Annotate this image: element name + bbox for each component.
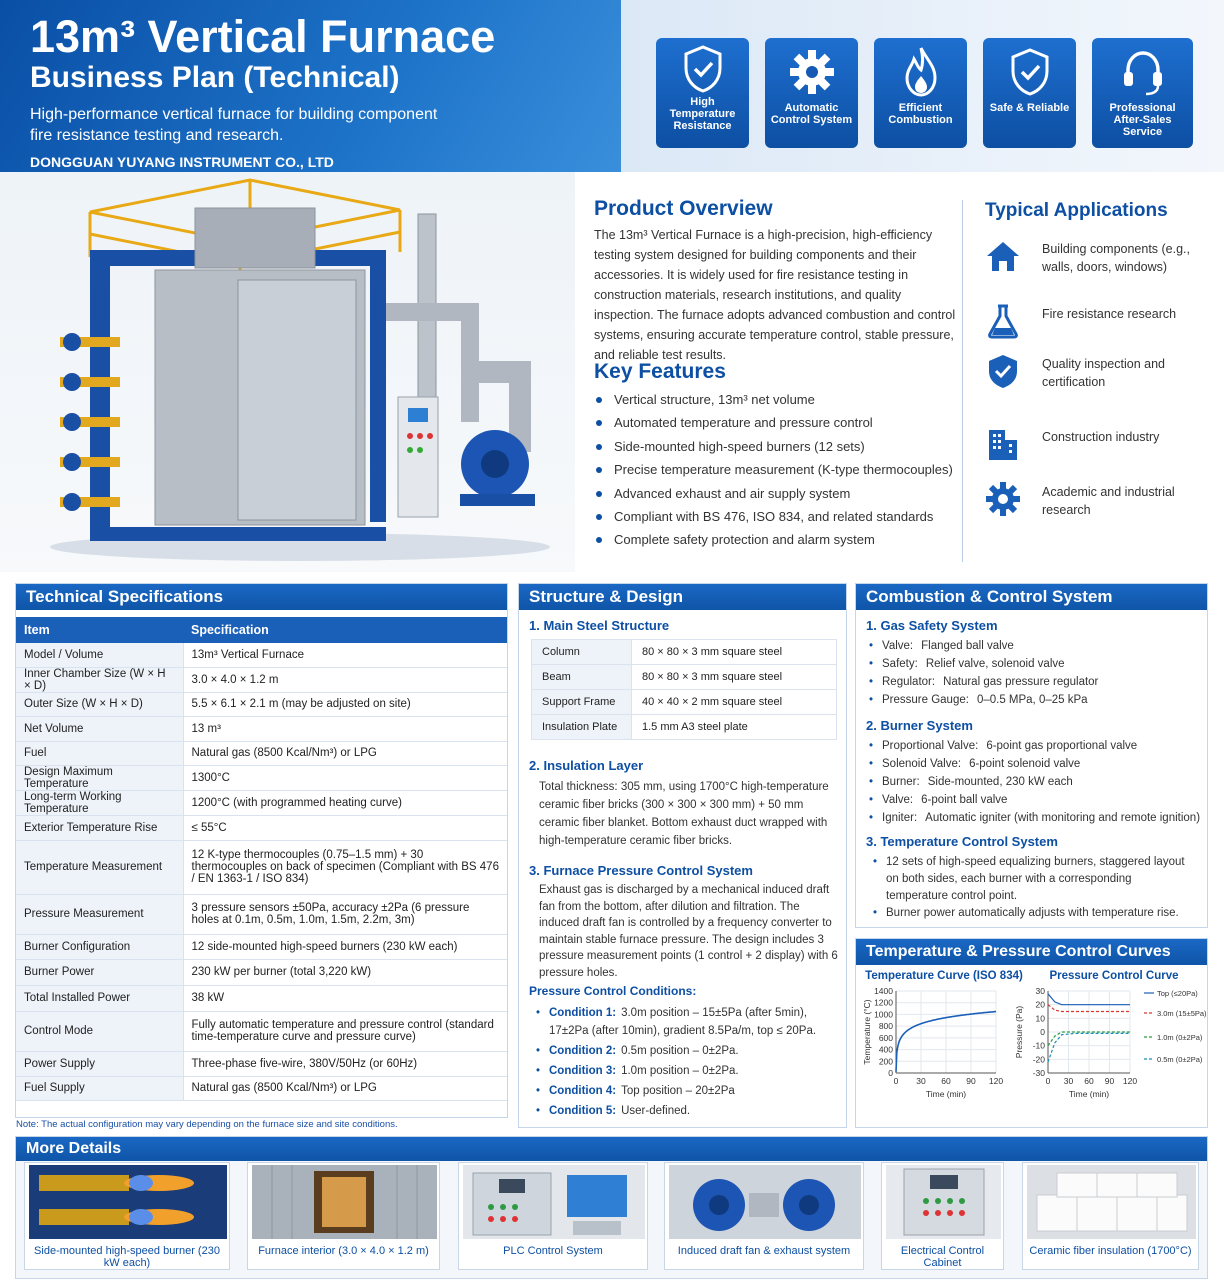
specs-row (16, 765, 507, 790)
specs-value: 38 kW (183, 985, 507, 1011)
structure-section-2-text: Total thickness: 305 mm, using 1700°C high-temperature ceramic fiber bricks (300 × 300 × 300 mm) + 50 mm ceramic fiber blanket. Bottom exhaust duct wrapped with high-temperature ceramic fiber bricks. (539, 781, 829, 847)
condition-text: 3.0m position – 15±5Pa (after 5min), 17±2Pa (after 10min), gradient 8.5Pa/m, top ≤ 20Pa. (549, 1007, 817, 1037)
application-item (985, 355, 1215, 391)
specs-item: Pressure Measurement (16, 894, 183, 934)
specs-value: 12 side-mounted high-speed burners (230 kW each) (183, 934, 507, 959)
y-tick-label: 1000 (874, 1009, 893, 1020)
y-tick-label: 600 (878, 1032, 893, 1043)
application-label: Building components (e.g., walls, doors, windows) (1042, 242, 1191, 274)
detail-card (458, 1162, 648, 1270)
spec-list-key: Safety: (882, 658, 918, 670)
legend-label: 0.5m (0±2Pa) (1157, 1055, 1203, 1064)
specs-row (16, 741, 507, 765)
badge-label: Automatic Control System (770, 102, 853, 126)
application-label: Quality inspection and certification (1042, 357, 1165, 389)
steel-part: Beam (532, 665, 632, 690)
title-main: 13m³ Vertical Furnace (30, 11, 496, 62)
specs-row (16, 692, 507, 716)
pressure-chart (1016, 987, 1208, 1123)
house-icon (985, 238, 1021, 274)
y-tick-label: -30 (1032, 1068, 1045, 1078)
specs-row (16, 840, 507, 894)
temp-control-list (870, 854, 1188, 922)
specs-value: Natural gas (8500 Kcal/Nm³) or LPG (183, 1076, 507, 1100)
legend-label: 3.0m (15±5Pa) (1157, 1009, 1207, 1018)
temperature-chart (856, 987, 1026, 1123)
condition-label: Condition 5: (549, 1105, 617, 1117)
badge-safe-reliable (983, 38, 1076, 148)
specs-item: Long-term Working Temperature (16, 790, 183, 815)
spec-list-value: 6-point ball valve (921, 794, 1008, 806)
steel-value: 80 × 80 × 3 mm square steel (632, 640, 837, 665)
legend-label: 1.0m (0±2Pa) (1157, 1033, 1203, 1042)
shield-check-icon (985, 353, 1021, 389)
spec-list-key: Igniter: (882, 812, 918, 824)
spec-list-value: 6-point solenoid valve (969, 758, 1081, 770)
specs-row (16, 985, 507, 1011)
spec-list-item (866, 791, 1206, 809)
specs-title: Technical Specifications (16, 584, 507, 610)
specs-value: Fully automatic temperature and pressure control (standard time-temperature curve and pressure curve) (183, 1011, 507, 1051)
steel-part: Support Frame (532, 690, 632, 715)
specs-col-spec: Specification (183, 617, 507, 643)
application-label: Fire resistance research (1042, 307, 1177, 321)
y-tick-label: 10 (1035, 1013, 1045, 1024)
structure-section-3-text: Exhaust gas is discharged by a mechanical induced draft fan from the bottom, after dilution and filtration. The induced draft fan is controlled by a frequency converter to maintain stable furnace pressure. The design includes 3 pressure measurement points (1 control + 2 display) with 6 pressure holes. (539, 884, 838, 979)
gear-icon (985, 481, 1021, 517)
specs-row (16, 959, 507, 985)
badge-automatic-control (765, 38, 858, 148)
badge-after-sales (1092, 38, 1193, 148)
pressure-chart-title: Pressure Control Curve (1049, 970, 1179, 982)
x-tick-label: 60 (941, 1076, 951, 1086)
steel-value: 40 × 40 × 2 mm square steel (632, 690, 837, 715)
condition-label: Condition 4: (549, 1085, 617, 1097)
application-item (985, 483, 1215, 519)
condition-label: Condition 3: (549, 1065, 617, 1077)
specs-value: 13m³ Vertical Furnace (183, 643, 507, 667)
applications-title: Typical Applications (985, 200, 1168, 221)
spec-list-key: Valve: (882, 640, 914, 652)
feature-item: Vertical structure, 13m³ net volume (594, 388, 959, 411)
specs-row (16, 934, 507, 959)
spec-list-item (866, 755, 1206, 773)
x-axis-label: Time (min) (925, 1089, 967, 1099)
specs-value: 3.0 × 4.0 × 1.2 m (183, 667, 507, 692)
feature-item: Complete safety protection and alarm system (594, 528, 959, 551)
conditions-title: Pressure Control Conditions: (529, 984, 697, 998)
specs-item: Outer Size (W × H × D) (16, 692, 183, 716)
spec-list-item (866, 809, 1206, 827)
specs-value: 3 pressure sensors ±50Pa, accuracy ±2Pa (6 pressure holes at 0.1m, 0.5m, 1.0m, 1.5m, 2.2m, 3m) (183, 894, 507, 934)
specs-row (16, 716, 507, 741)
x-axis-label: Time (min) (1068, 1089, 1110, 1099)
spec-list-value: 6-point gas proportional valve (986, 740, 1138, 752)
badge-label: Efficient Combustion (888, 102, 953, 126)
spec-list-value: Relief valve, solenoid valve (925, 658, 1065, 670)
condition-text: Top position – 20±2Pa (621, 1085, 735, 1097)
burner-system-title: 2. Burner System (866, 718, 973, 733)
detail-card (1022, 1162, 1199, 1270)
spec-list-item (866, 737, 1206, 755)
specs-table (16, 617, 507, 1101)
specs-col-item: Item (16, 617, 183, 643)
x-tick-label: 0 (893, 1076, 899, 1086)
specs-item: Design Maximum Temperature (16, 765, 183, 790)
combustion-title: Combustion & Control System (856, 584, 1207, 610)
specs-row (16, 1051, 507, 1076)
badge-label: Safe & Reliable (989, 102, 1070, 114)
combustion-panel (855, 583, 1208, 928)
detail-caption: Side-mounted high-speed burner (230 kW each) (34, 1245, 220, 1269)
features-title: Key Features (594, 360, 726, 383)
detail-caption: PLC Control System (503, 1245, 603, 1257)
spec-list-item (866, 773, 1206, 791)
badge-label: Professional After-Sales Service (1109, 102, 1176, 138)
x-tick-label: 120 (1122, 1076, 1138, 1086)
spec-list-key: Solenoid Valve: (882, 758, 962, 770)
flask-icon (985, 303, 1021, 339)
spec-list-value: Flanged ball valve (921, 640, 1014, 652)
plc-photo (463, 1165, 645, 1239)
steel-row (532, 715, 837, 740)
detail-card (24, 1162, 230, 1270)
company-name: DONGGUAN YUYANG INSTRUMENT CO., LTD (30, 154, 334, 170)
flame-icon (899, 44, 943, 100)
spec-list-item (866, 655, 1201, 673)
spec-list-key: Proportional Valve: (882, 740, 979, 752)
legend-label: Top (≤20Pa) (1157, 989, 1198, 998)
feature-item: Precise temperature measurement (K-type thermocouples) (594, 458, 959, 481)
x-tick-label: 90 (1104, 1076, 1115, 1086)
overview-text: The 13m³ Vertical Furnace is a high-precision, high-efficiency testing system designed for building components and their accessories. It is widely used for fire resistance testing in construction materials, research institutions, and quality inspection. The furnace adopts advanced combustion and control systems, ensuring accurate temperature control, stable pressure, and reliable test results. (594, 228, 956, 362)
y-tick-label: 1400 (874, 986, 893, 996)
specs-row (16, 1011, 507, 1051)
specs-item: Burner Power (16, 959, 183, 985)
x-tick-label: 30 (916, 1076, 926, 1086)
detail-card (664, 1162, 864, 1270)
x-tick-label: 120 (988, 1076, 1004, 1086)
specs-value: 12 K-type thermocouples (0.75–1.5 mm) + 30 thermocouples on back of specimen (Compliant with BS 476 / EN 1363-1 / ISO 834) (183, 840, 507, 894)
spec-list-value: Side-mounted, 230 kW each (927, 776, 1073, 788)
specs-value: ≤ 55°C (183, 815, 507, 840)
features-list (594, 388, 959, 552)
steel-row (532, 640, 837, 665)
specs-item: Fuel Supply (16, 1076, 183, 1100)
detail-caption: Electrical Control Cabinet (900, 1245, 985, 1269)
details-title: More Details (16, 1137, 1207, 1161)
condition-text: User-defined. (621, 1105, 691, 1117)
detail-caption: Furnace interior (3.0 × 4.0 × 1.2 m) (258, 1245, 429, 1257)
spec-list-key: Burner: (882, 776, 920, 788)
building-icon (985, 426, 1021, 462)
y-axis-label: Temperature (°C) (862, 999, 872, 1065)
spec-list-value: Automatic igniter (with monitoring and remote ignition) (925, 812, 1201, 824)
x-tick-label: 90 (966, 1076, 976, 1086)
divider (962, 200, 963, 562)
specs-value: Three-phase five-wire, 380V/50Hz (or 60Hz) (183, 1051, 507, 1076)
structure-section-2-title: 2. Insulation Layer (529, 758, 644, 773)
specs-row (16, 815, 507, 840)
specs-item: Inner Chamber Size (W × H × D) (16, 667, 183, 692)
detail-card (881, 1162, 1004, 1270)
temp-control-item: • Burner power automatically adjusts with temperature rise. (870, 905, 1188, 922)
feature-item: Automated temperature and pressure control (594, 411, 959, 434)
specs-row (16, 1076, 507, 1100)
title-sub: Business Plan (Technical) (30, 61, 400, 94)
badge-efficient-combustion (874, 38, 967, 148)
feature-item: Compliant with BS 476, ISO 834, and related standards (594, 505, 959, 528)
structure-section-3-title: 3. Furnace Pressure Control System (529, 863, 753, 878)
condition-item (533, 1042, 838, 1060)
spec-list-item (866, 691, 1201, 709)
steel-part: Column (532, 640, 632, 665)
spec-list-value: 0–0.5 MPa, 0–25 kPa (976, 694, 1088, 706)
specs-row (16, 894, 507, 934)
steel-part: Insulation Plate (532, 715, 632, 740)
detail-caption: Ceramic fiber insulation (1700°C) (1029, 1245, 1192, 1257)
application-item (985, 305, 1215, 323)
specs-note: Note: The actual configuration may vary depending on the furnace size and site conditions. (16, 1119, 398, 1130)
specs-row (16, 790, 507, 815)
shield-check-icon (681, 44, 725, 94)
x-tick-label: 0 (1045, 1076, 1051, 1086)
feature-item: Advanced exhaust and air supply system (594, 482, 959, 505)
y-axis-label: Pressure (Pa) (1014, 1005, 1024, 1059)
condition-label: Condition 1: (549, 1007, 617, 1019)
spec-list-value: Natural gas pressure regulator (943, 676, 1099, 688)
condition-text: 0.5m position – 0±2Pa. (621, 1045, 739, 1057)
y-tick-label: -20 (1032, 1054, 1045, 1065)
temp-control-item: • 12 sets of high-speed equalizing burners, staggered layout on both sides, each burner with a corresponding temperature control point. (870, 854, 1188, 905)
detail-card (247, 1162, 440, 1270)
badge-label: High Temperature Resistance (669, 96, 736, 132)
curves-panel (855, 938, 1208, 1128)
specs-item: Model / Volume (16, 643, 183, 667)
application-item (985, 240, 1215, 276)
gas-safety-list (866, 637, 1201, 709)
y-tick-label: 400 (878, 1044, 893, 1055)
cabinet-photo (886, 1165, 1001, 1239)
condition-item (533, 1004, 838, 1040)
specs-item: Exterior Temperature Rise (16, 815, 183, 840)
spec-list-item (866, 637, 1201, 655)
y-tick-label: 200 (878, 1056, 893, 1067)
spec-list-key: Regulator: (882, 676, 936, 688)
furnace-illustration (0, 172, 575, 572)
condition-item (533, 1102, 838, 1120)
specs-value: 5.5 × 6.1 × 2.1 m (may be adjusted on site) (183, 692, 507, 716)
burner-system-list (866, 737, 1206, 827)
ceramic-fiber-photo (1027, 1165, 1196, 1239)
application-label: Construction industry (1042, 430, 1160, 444)
specs-item: Power Supply (16, 1051, 183, 1076)
gear-icon (787, 44, 837, 100)
specs-row (16, 667, 507, 692)
specs-value: 1300°C (183, 765, 507, 790)
feature-item: Side-mounted high-speed burners (12 sets) (594, 435, 959, 458)
specs-value: 13 m³ (183, 716, 507, 741)
detail-caption: Induced draft fan & exhaust system (677, 1245, 851, 1257)
x-tick-label: 60 (1084, 1076, 1094, 1086)
steel-row (532, 665, 837, 690)
headset-icon (1118, 44, 1168, 100)
steel-row (532, 690, 837, 715)
specs-item: Fuel (16, 741, 183, 765)
specs-item: Burner Configuration (16, 934, 183, 959)
application-label: Academic and industrial research (1042, 485, 1175, 517)
shield-check-icon (1008, 44, 1052, 100)
furnace-product-image (0, 172, 575, 572)
specs-value: Natural gas (8500 Kcal/Nm³) or LPG (183, 741, 507, 765)
y-tick-label: -10 (1032, 1040, 1045, 1051)
specs-value: 230 kW per burner (total 3,220 kW) (183, 959, 507, 985)
specs-item: Net Volume (16, 716, 183, 741)
spec-list-key: Valve: (882, 794, 914, 806)
y-tick-label: 0 (1040, 1027, 1045, 1037)
curves-title: Temperature & Pressure Control Curves (856, 939, 1207, 965)
spec-list-key: Pressure Gauge: (882, 694, 969, 706)
structure-title: Structure & Design (519, 584, 846, 610)
steel-value: 80 × 80 × 3 mm square steel (632, 665, 837, 690)
condition-label: Condition 2: (549, 1045, 617, 1057)
gas-safety-title: 1. Gas Safety System (866, 618, 998, 633)
header-banner (0, 0, 621, 172)
furnace-interior-photo (252, 1165, 437, 1239)
structure-section-1-title: 1. Main Steel Structure (529, 618, 670, 633)
y-tick-label: 800 (878, 1021, 893, 1032)
y-tick-label: 30 (1035, 986, 1045, 996)
specs-panel (15, 583, 508, 1118)
specs-value: 1200°C (with programmed heating curve) (183, 790, 507, 815)
spec-list-item (866, 673, 1201, 691)
overview-title: Product Overview (594, 197, 773, 220)
specs-item: Total Installed Power (16, 985, 183, 1011)
fan-photo (669, 1165, 861, 1239)
condition-item (533, 1062, 838, 1080)
badge-strip (621, 0, 1224, 172)
y-tick-label: 20 (1035, 999, 1045, 1010)
steel-table (531, 639, 837, 740)
application-item (985, 428, 1215, 446)
steel-value: 1.5 mm A3 steel plate (632, 715, 837, 740)
tagline: High-performance vertical furnace for building component fire resistance testing and research. (30, 106, 438, 144)
burner-photo (29, 1165, 227, 1239)
condition-text: 1.0m position – 0±2Pa. (621, 1065, 739, 1077)
temp-chart-title: Temperature Curve (ISO 834) (865, 970, 1023, 982)
y-tick-label: 0 (888, 1068, 893, 1078)
condition-item (533, 1082, 838, 1100)
specs-row (16, 643, 507, 667)
specs-item: Control Mode (16, 1011, 183, 1051)
temp-control-title: 3. Temperature Control System (866, 834, 1058, 849)
x-tick-label: 30 (1063, 1076, 1074, 1086)
specs-item: Temperature Measurement (16, 840, 183, 894)
structure-panel (518, 583, 847, 1128)
y-tick-label: 1200 (874, 997, 893, 1008)
conditions-list (533, 1004, 838, 1122)
badge-high-temperature (656, 38, 749, 148)
